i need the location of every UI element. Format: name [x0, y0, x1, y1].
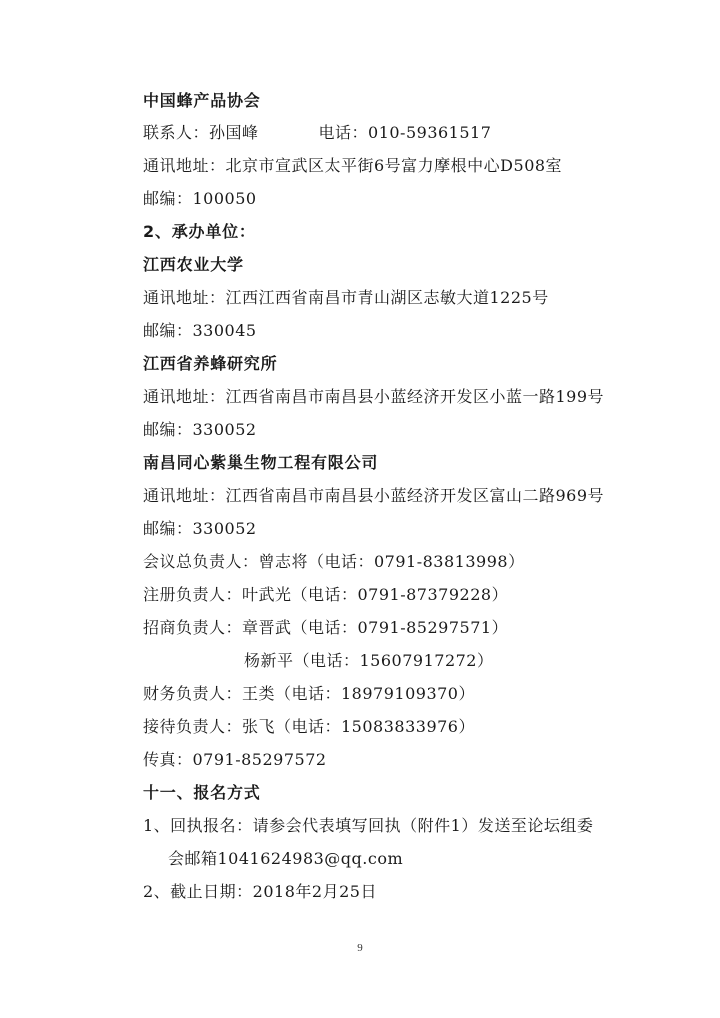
contact-investment: 招商负责人：章晋武（电话：0791-85297571）: [143, 618, 509, 637]
page-number: 9: [357, 942, 363, 954]
contact-investment-2: 杨新平（电话：15607917272）: [244, 651, 494, 670]
org2-address: 通讯地址：江西江西省南昌市青山湖区志敏大道1225号: [143, 288, 549, 307]
org2-name: 江西农业大学: [143, 255, 244, 274]
org4-name: 南昌同心紫巢生物工程有限公司: [143, 453, 379, 472]
contact-finance: 财务负责人：王类（电话：18979109370）: [143, 684, 475, 703]
contact-registration: 注册负责人：叶武光（电话：0791-87379228）: [143, 585, 509, 604]
contact-general: 会议总负责人：曾志将（电话：0791-83813998）: [143, 552, 525, 571]
org1-contact-line: [143, 122, 491, 144]
org1-address: 通讯地址：北京市宣武区太平街6号富力摩根中心D508室: [143, 156, 563, 175]
org4-address: 通讯地址：江西省南昌市南昌县小蓝经济开发区富山二路969号: [143, 486, 605, 505]
org3-name: 江西省养蜂研究所: [143, 354, 278, 373]
section11-heading: 十一、报名方式: [143, 783, 261, 802]
org2-postcode: 邮编：330045: [143, 321, 257, 340]
org4-postcode: 邮编：330052: [143, 519, 257, 538]
org1-phone: 电话：010-59361517: [318, 123, 492, 142]
org3-postcode: 邮编：330052: [143, 420, 257, 439]
section11-item1: 1、回执报名：请参会代表填写回执（附件1）发送至论坛组委: [143, 816, 594, 835]
section11-item1-cont: 会邮箱1041624983@qq.com: [168, 849, 404, 868]
org1-postcode: 邮编：100050: [143, 189, 257, 208]
org1-contact: 联系人：孙国峰: [143, 123, 259, 142]
org3-address: 通讯地址：江西省南昌市南昌县小蓝经济开发区小蓝一路199号: [143, 387, 605, 406]
section2-heading: 2、承办单位：: [143, 222, 256, 241]
org1-name: 中国蜂产品协会: [143, 91, 261, 110]
contact-fax: 传真：0791-85297572: [143, 750, 327, 769]
section11-item2: 2、截止日期：2018年2月25日: [143, 882, 377, 901]
contact-reception: 接待负责人：张飞（电话：15083833976）: [143, 717, 475, 736]
